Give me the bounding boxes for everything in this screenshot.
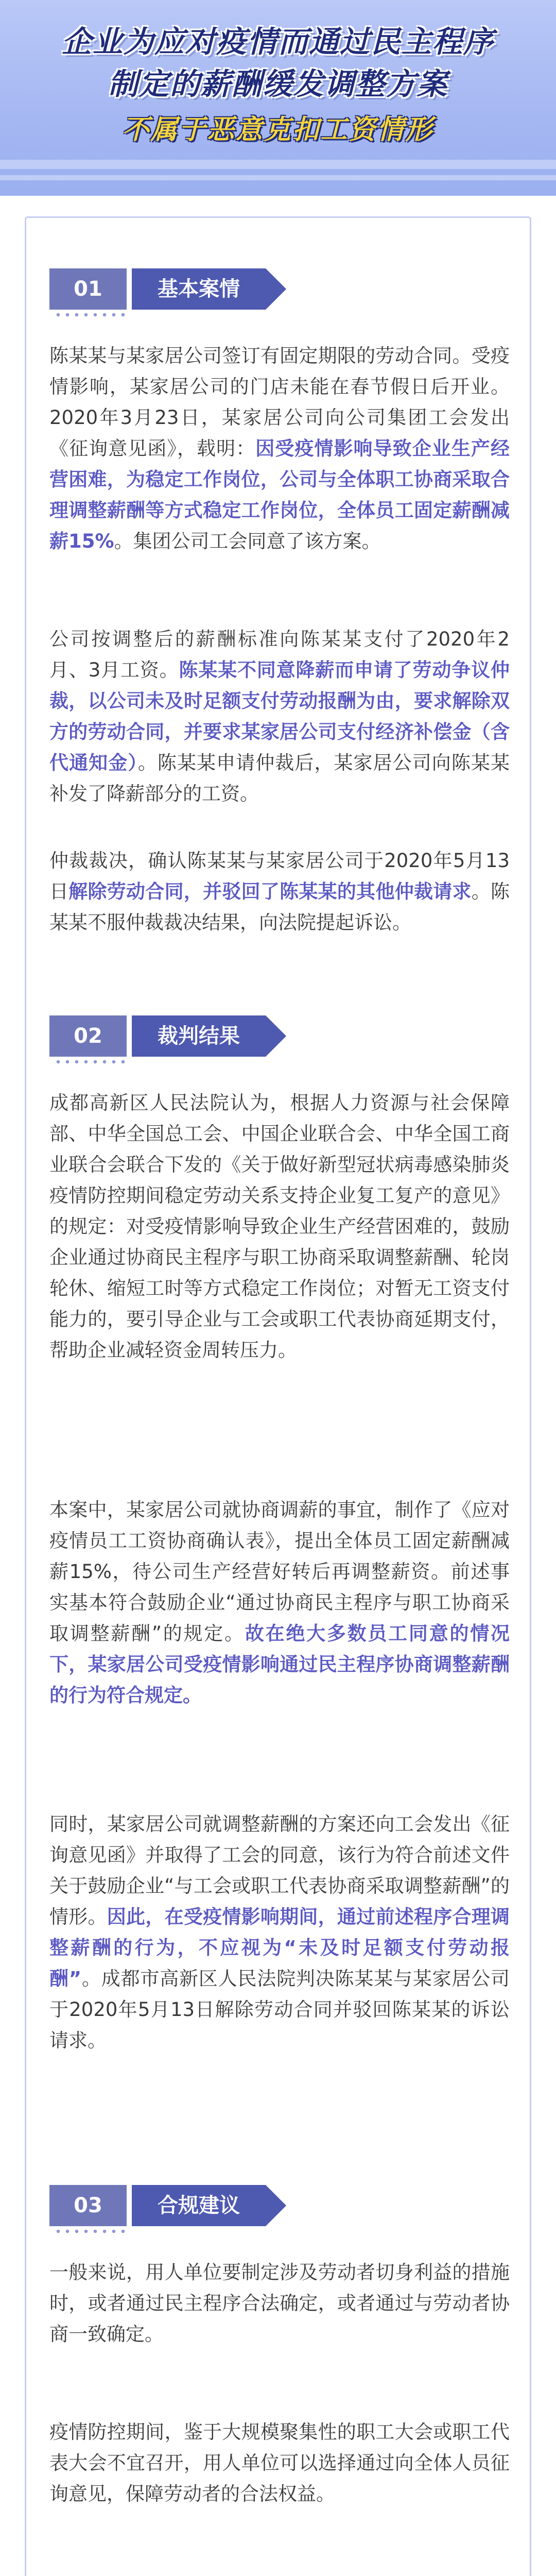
text-run: 。集团公司工会同意了该方案。 xyxy=(114,530,381,552)
paragraph xyxy=(49,2417,510,2510)
text-run: 疫情防控期间，鉴于大规模聚集性的职工大会或职工代表大会不宜召开，用人单位可以选择通过向全体人员征询意见，保障劳动者的合法权益。 xyxy=(49,2421,510,2505)
header-stripe xyxy=(0,160,556,169)
paragraph xyxy=(49,1809,510,2056)
header-banner xyxy=(0,0,556,196)
paragraph xyxy=(49,1495,510,1711)
section-header-03 xyxy=(49,2185,286,2226)
dots-decoration xyxy=(54,2229,126,2233)
text-run: 本案中，某家居公司就协商调薪的事宜，制作了《应对疫情员工工资协商确认表》，提出全体员工固定薪酬减薪15%，待公司生产经营好转后再调整薪资。前述事实基本符合鼓励企业“通过协商民主程序与职工协商采取调整薪酬”的规定。 xyxy=(49,1499,510,1645)
title-line-2: 制定的薪酬缓发调整方案 xyxy=(108,66,448,101)
text-run: 公司按调整后的薪酬标准向陈某某支付了2020年2月、3月工资。 xyxy=(49,628,510,681)
section-title: 合规建议 xyxy=(132,2185,266,2226)
text-run: 。陈某某不服仲裁裁决结果，向法院提起诉讼。 xyxy=(49,880,510,934)
arrow-icon xyxy=(266,1015,286,1057)
section-number: 02 xyxy=(49,1015,127,1057)
section-number: 01 xyxy=(49,268,127,310)
section-header-02 xyxy=(49,1015,286,1057)
section-title: 裁判结果 xyxy=(132,1015,266,1057)
paragraph xyxy=(49,845,510,938)
text-run: 一般来说，用人单位要制定涉及劳动者切身利益的措施时，或者通过民主程序合法确定，或者通过与劳动者协商一致确定。 xyxy=(49,2261,510,2345)
paragraph xyxy=(49,624,510,809)
highlighted-text: 因此，在受疫情影响期间，通过前述程序合理调整薪酬的行为，不应视为“未及时足额支付劳动报酬” xyxy=(49,1906,510,1990)
title-block xyxy=(21,21,535,148)
text-run: 仲裁裁决，确认陈某某与某家居公司于2020年5月13日 xyxy=(49,850,510,903)
arrow-icon xyxy=(266,2185,286,2226)
text-run: 成都高新区人民法院认为，根据人力资源与社会保障部、中华全国总工会、中国企业联合会、中华全国工商业联合会联合下发的《关于做好新型冠状病毒感染肺炎疫情防控期间稳定劳动关系支持企业复工复产的意见》的规定：对受疫情影响导致企业生产经营困难的，鼓励企业通过协商民主程序与职工协商采取调整薪酬、轮岗轮休、缩短工时等方式稳定工作岗位；对暂无工资支付能力的，要引导企业与工会或职工代表协商延期支付，帮助企业减轻资金周转压力。 xyxy=(49,1092,510,1361)
text-run: 。陈某某申请仲裁后，某家居公司向陈某某补发了降薪部分的工资。 xyxy=(49,752,510,805)
section-number: 03 xyxy=(49,2185,127,2226)
dots-decoration xyxy=(54,1060,126,1064)
text-run: 同时，某家居公司就调整薪酬的方案还向工会发出《征询意见函》并取得了工会的同意，该行为符合前述文件关于鼓励企业“与工会或职工代表协商采取调整薪酬”的情形。 xyxy=(49,1813,510,1928)
dots-decoration xyxy=(54,313,126,317)
highlighted-text: 因受疫情影响导致企业生产经营困难，为稳定工作岗位，公司与全体职工协商采取合理调整薪酬等方式稳定工作岗位，全体员工固定薪酬减薪15% xyxy=(49,437,510,552)
highlighted-text: 解除劳动合同，并驳回了陈某某的其他仲裁请求 xyxy=(68,880,472,903)
section-header-01 xyxy=(49,268,286,310)
header-stripe xyxy=(0,175,556,180)
paragraph xyxy=(49,2257,510,2350)
highlighted-text: 陈某某不同意降薪而申请了劳动争议仲裁，以公司未及时足额支付劳动报酬为由，要求解除双方的劳动合同，并要求某家居公司支付经济补偿金（含代通知金） xyxy=(49,659,510,774)
paragraph xyxy=(49,1088,510,1366)
section-title: 基本案情 xyxy=(132,268,266,310)
arrow-icon xyxy=(266,268,286,310)
text-run: 陈某某与某家居公司签订有固定期限的劳动合同。受疫情影响，某家居公司的门店未能在春节假日后开业。2020年3月23日，某家居公司向公司集团工会发出《征询意见函》，载明： xyxy=(49,345,510,460)
content-card xyxy=(25,216,531,2576)
text-run: 。成都市高新区人民法院判决陈某某与某家居公司于2020年5月13日解除劳动合同并驳回陈某某的诉讼请求。 xyxy=(49,1968,510,2052)
paragraph xyxy=(49,341,510,557)
highlighted-text: 故在绝大多数员工同意的情况下，某家居公司受疫情影响通过民主程序协商调整薪酬的行为符合规定。 xyxy=(49,1622,510,1706)
title-line-1: 企业为应对疫情而通过民主程序 xyxy=(61,24,494,59)
subtitle: 不属于恶意克扣工资情形 xyxy=(122,114,434,145)
